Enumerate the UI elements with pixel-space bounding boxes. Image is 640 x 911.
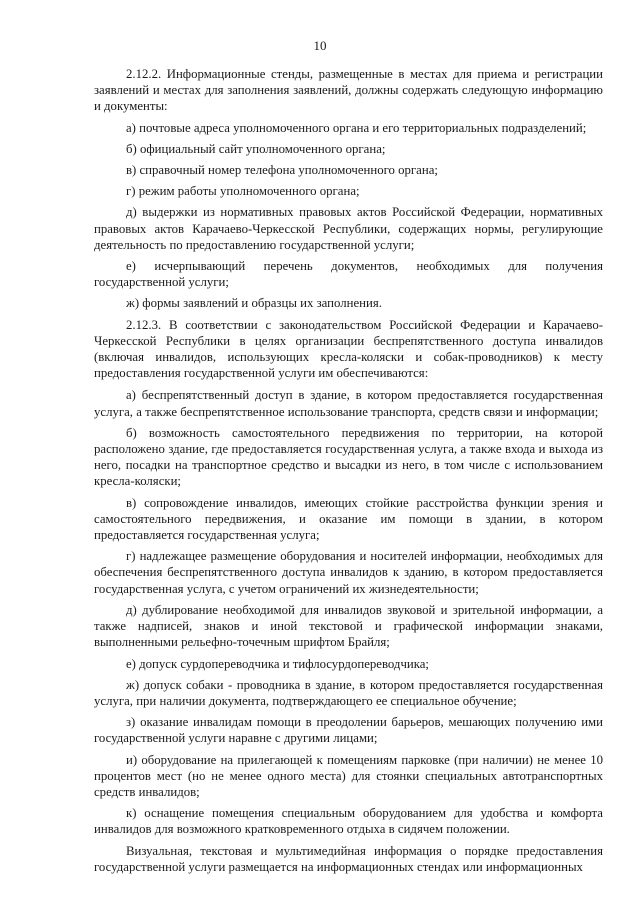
list-item-v-phone-number: в) справочный номер телефона уполномоченного органа; (126, 163, 438, 178)
list-item-z-barrier-assistance: з) оказание инвалидам помощи в преодолении барьеров, мешающих получению ими государственной услуги наравне с другими лицами; (94, 715, 603, 746)
list-item-a-building-access: а) беспрепятственный доступ в здание, в котором предоставляется государственная услуга, а также беспрепятственное использование транспорта, средств связи и информации; (94, 388, 603, 419)
list-item-d-legal-extracts: д) выдержки из нормативных правовых актов Российской Федерации, нормативных правовых актов Карачаево-Черкесской Республики, содержащих нормы, регулирующие деятельность по предоставлению государственной услуги; (94, 205, 603, 252)
list-item-b-official-site: б) официальный сайт уполномоченного органа; (126, 141, 386, 156)
list-item-a-postal-addresses: а) почтовые адреса уполномоченного органа и его территориальных подразделений; (126, 120, 587, 135)
list-item-e-interpreter-admission: е) допуск сурдопереводчика и тифлосурдопереводчика; (126, 656, 429, 671)
list-item-e-documents-list: е) исчерпывающий перечень документов, необходимых для получения государственной услуги; (94, 259, 603, 290)
paragraph-2-12-2: 2.12.2. Информационные стенды, размещенные в местах для приема и регистрации заявлений и местах для заполнения заявлений, должны содержать следующую информацию и документы: (94, 67, 603, 114)
list-item-v-escort: в) сопровождение инвалидов, имеющих стойкие расстройства функции зрения и самостоятельного передвижения, и оказание им помощи в здании, в котором предоставляется государственная услуга; (94, 495, 603, 543)
list-item-k-rest-equipment: к) оснащение помещения специальным оборудованием для удобства и комфорта инвалидов для возможного кратковременного отдыха в сидячем положении. (94, 806, 603, 837)
list-item-g-equipment-placement: г) надлежащее размещение оборудования и носителей информации, необходимых для обеспечения беспрепятственного доступа инвалидов к зданию, в котором предоставляется государственная услуга, с учетом ограничений их жизнедеятельности; (94, 549, 603, 596)
list-item-zh-guide-dog: ж) допуск собаки - проводника в здание, в котором предоставляется государственная услуга, при наличии документа, подтверждающего ее специальное обучение; (94, 677, 603, 708)
paragraph-2-12-3: 2.12.3. В соответствии с законодательством Российской Федерации и Карачаево-Черкесской Республики в целях организации беспрепятственного доступа инвалидов (включая инвалидов, использующих кресла-коляски и собак-проводников) к месту предоставления государственной услуги им обеспечиваются: (94, 317, 603, 381)
list-item-i-parking: и) оборудование на прилегающей к помещениям парковке (при наличии) не менее 10 процентов мест (но не менее одного места) для стоянки специальных автотранспортных средств инвалидов; (94, 752, 603, 799)
page-number: 10 (313, 38, 327, 53)
list-item-d-braille-duplication: д) дублирование необходимой для инвалидов звуковой и зрительной информации, а также надписей, знаков и иной текстовой и графической информации знаками, выполненными рельефно-точечным шрифтом Брайля; (94, 602, 603, 650)
paragraph-visual-information: Визуальная, текстовая и мультимедийная информация о порядке предоставления государственной услуги размещается на информационных стендах или информационных (94, 843, 603, 874)
list-item-g-work-schedule: г) режим работы уполномоченного органа; (126, 184, 360, 199)
list-item-zh-forms: ж) формы заявлений и образцы их заполнения. (126, 296, 382, 311)
list-item-b-movement: б) возможность самостоятельного передвижения по территории, на которой расположено здание, где предоставляется государственная услуга, а также входа и выхода из него, посадки на транспортное средство и высадки из него, в том числе с использованием кресла-коляски; (94, 425, 603, 489)
document-body (94, 66, 603, 880)
